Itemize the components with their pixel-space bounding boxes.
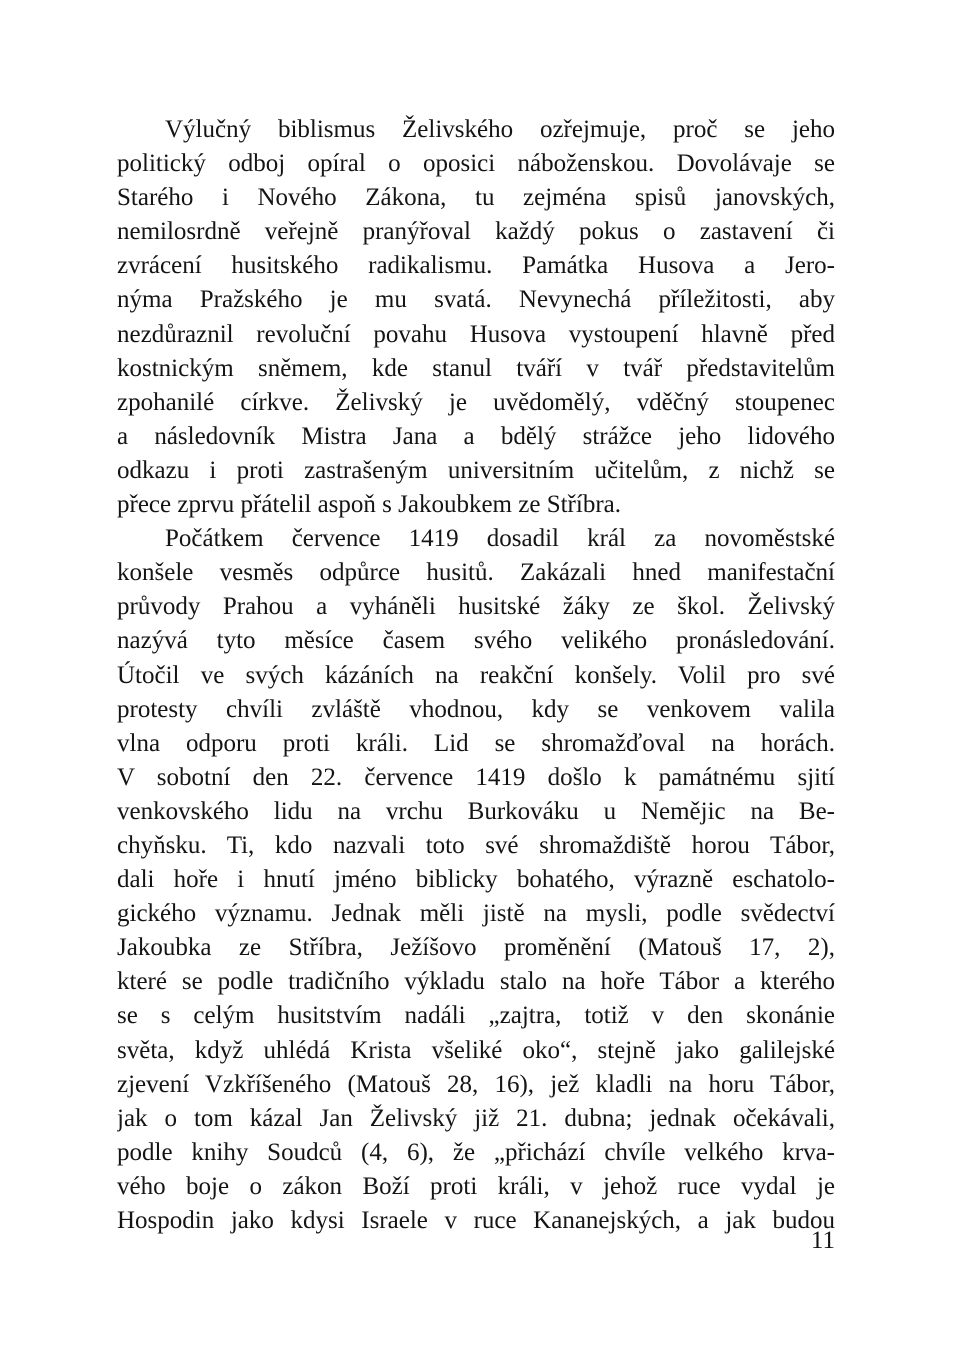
body-text xyxy=(117,113,835,1238)
text-line: jak o tom kázal Jan Želivský již 21. dubna; jednak očekávali, xyxy=(117,1104,835,1132)
text-line: konšele vesměs odpůrce husitů. Zakázali hned manifestační xyxy=(117,559,835,587)
paragraph-2 xyxy=(117,522,835,1238)
text-line: Jakoubka ze Stříbra, Ježíšovo proměnění (Matouš 17, 2), xyxy=(117,934,835,962)
text-line: zpohanilé církve. Želivský je uvědomělý, vděčný stoupenec xyxy=(117,388,835,416)
text-line: Počátkem července 1419 dosadil král za novoměstské xyxy=(165,525,835,553)
text-line: nýma Pražského je mu svatá. Nevynechá příležitosti, aby xyxy=(117,286,835,314)
text-line: Výlučný biblismus Želivského ozřejmuje, proč se jeho xyxy=(165,116,835,143)
text-line: světa, když uhlédá Krista všeliké oko“, stejně jako galilejské xyxy=(117,1036,835,1064)
text-line: Útočil ve svých kázáních na reakční konšely. Volil pro své xyxy=(117,661,835,689)
text-line: a následovník Mistra Jana a bdělý strážce jeho lidového xyxy=(117,422,835,450)
text-line: které se podle tradičního výkladu stalo na hoře Tábor a kterého xyxy=(117,968,835,996)
text-line: protesty chvíli zvláště vhodnou, kdy se venkovem valila xyxy=(117,695,835,723)
text-line: dali hoře i hnutí jméno biblicky bohatého, výrazně eschatolo- xyxy=(117,866,835,894)
text-line: nazývá tyto měsíce časem svého velikého pronásledování. xyxy=(117,627,835,655)
text-line: zjevení Vzkříšeného (Matouš 28, 16), jež kladli na horu Tábor, xyxy=(117,1070,835,1098)
paragraph-1 xyxy=(117,113,835,522)
text-line: přece zprvu přátelil aspoň s Jakoubkem ze Stříbra. xyxy=(117,491,621,519)
page-number: 11 xyxy=(810,1227,835,1254)
text-line: Starého i Nového Zákona, tu zejména spisů janovských, xyxy=(117,184,835,212)
text-line: chyňsku. Ti, kdo nazvali toto své shromaždiště horou Tábor, xyxy=(117,831,835,859)
text-line: zvrácení husitského radikalismu. Památka Husova a Jero- xyxy=(117,252,835,280)
text-line: V sobotní den 22. července 1419 došlo k památnému sjití xyxy=(117,763,835,791)
text-line: gického významu. Jednak měli jistě na mysli, podle svědectví xyxy=(117,900,835,928)
text-line: podle knihy Soudců (4, 6), že „přichází chvíle velkého krva- xyxy=(117,1138,835,1166)
text-line: nemilosrdně veřejně pranýřoval každý pokus o zastavení či xyxy=(117,218,835,246)
text-line: vého boje o zákon Boží proti králi, v jehož ruce vydal je xyxy=(117,1172,835,1200)
text-line: vlna odporu proti králi. Lid se shromažďoval na horách. xyxy=(117,729,835,757)
text-line: politický odboj opíral o oposici náboženskou. Dovolávaje se xyxy=(117,150,835,178)
text-line: nezdůraznil revoluční povahu Husova vystoupení hlavně před xyxy=(117,320,835,348)
text-line: Hospodin jako kdysi Israele v ruce Kananejských, a jak budou xyxy=(117,1207,835,1234)
text-line: kostnickým sněmem, kde stanul tváří v tvář představitelům xyxy=(117,354,835,382)
text-line: odkazu i proti zastrašeným universitním učitelům, z nichž se xyxy=(117,456,835,484)
text-line: se s celým husitstvím nadáli „zajtra, totiž v den skonánie xyxy=(117,1002,835,1030)
text-line: venkovského lidu na vrchu Burkováku u Nemějic na Be- xyxy=(117,797,835,825)
text-line: průvody Prahou a vyháněli husitské žáky ze škol. Želivský xyxy=(117,593,835,621)
